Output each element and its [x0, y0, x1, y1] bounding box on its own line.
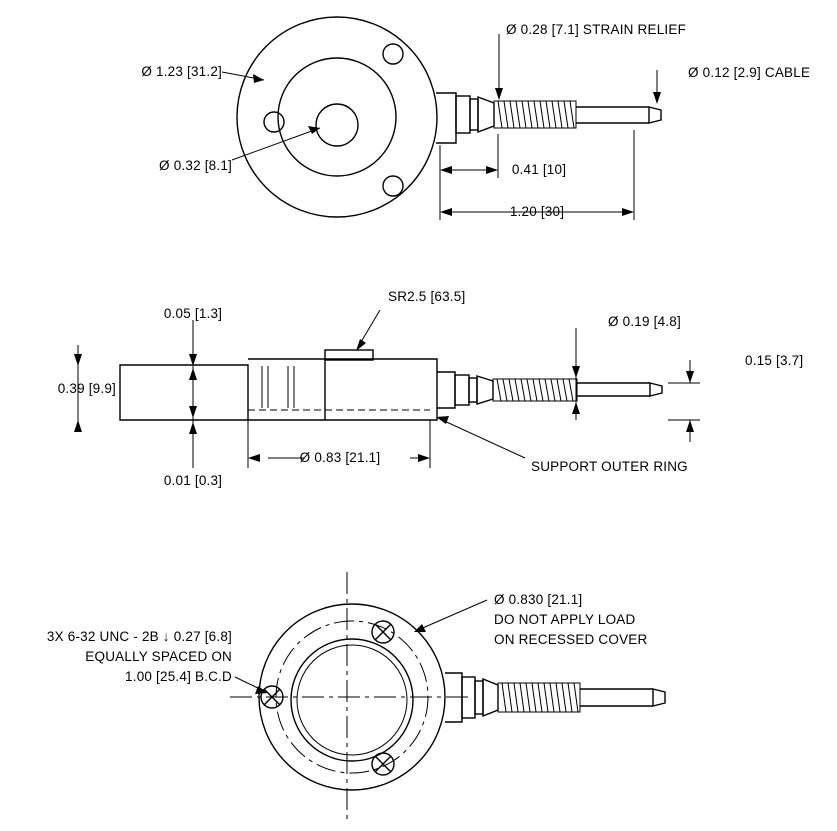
label-dia-0-32: Ø 0.32 [8.1]	[159, 158, 232, 173]
label-load-note-line2: ON RECESSED COVER	[494, 632, 648, 647]
label-dim-0-41: 0.41 [10]	[511, 162, 567, 177]
label-dim-0-15: 0.15 [3.7]	[745, 353, 804, 368]
label-dim-1-20: 1.20 [30]	[509, 204, 565, 219]
label-sr-2-5: SR2.5 [63.5]	[388, 289, 466, 304]
label-thread-note-line2: EQUALLY SPACED ON	[85, 649, 232, 664]
label-thread-note-line1: 3X 6-32 UNC - 2B ↓ 0.27 [6.8]	[46, 629, 232, 644]
label-dia-0-83: Ø 0.83 [21.1]	[299, 450, 381, 465]
label-support-outer-ring: SUPPORT OUTER RING	[531, 459, 688, 474]
label-dia-0-12-cable: Ø 0.12 [2.9] CABLE	[688, 65, 811, 80]
label-dia-1-23: Ø 1.23 [31.2]	[141, 64, 222, 79]
label-dia-0-830: Ø 0.830 [21.1]	[494, 592, 583, 607]
bottom-view-geometry	[230, 572, 665, 820]
label-dim-0-05: 0.05 [1.3]	[163, 306, 223, 321]
label-dia-0-19: Ø 0.19 [4.8]	[608, 314, 681, 329]
label-dia-0-28-strain-relief: Ø 0.28 [7.1] STRAIN RELIEF	[506, 22, 687, 37]
label-thread-note-line3: 1.00 [25.4] B.C.D	[125, 669, 232, 684]
label-dim-0-01: 0.01 [0.3]	[163, 473, 223, 488]
label-load-note-line1: DO NOT APPLY LOAD	[494, 612, 636, 627]
side-view-geometry	[70, 310, 700, 468]
top-view-geometry	[222, 17, 661, 220]
label-dim-0-39: 0.39 [9.9]	[57, 381, 116, 396]
